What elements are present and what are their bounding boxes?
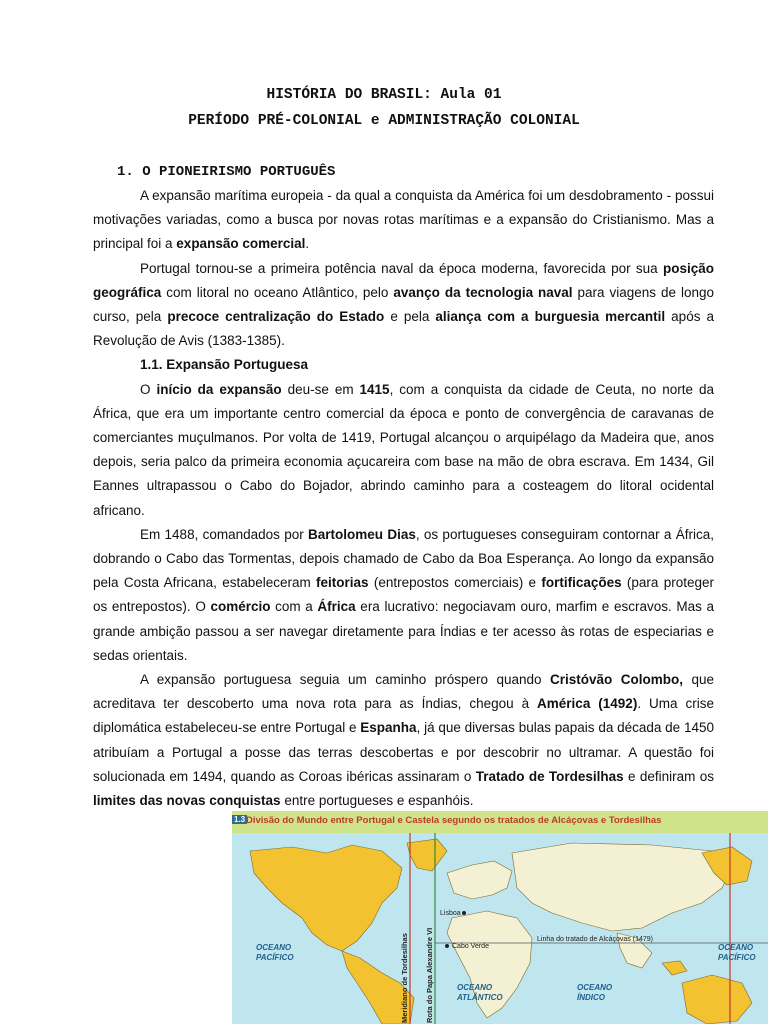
map-label-cabo-verde: Cabo Verde: [452, 943, 489, 950]
map-label-tordesilhas: Meridiano de Tordesilhas: [400, 933, 409, 1023]
paragraph: O início da expansão deu-se em 1415, com a conquista da cidade de Ceuta, no norte da África, que era um importante centro comercial da época e ponto de convergência de caravanas de comerciantes muçulmanos. Por volta de 1419, Portugal alcançou o arquipélago da Madeira que, anos depois, seria palco da primeira economia açucareira com base na mão de obra escrava. Em 1434, Gil Eannes ultrapassou o Cabo do Bojador, abrindo caminho para a costeagem do litoral ocidental africano.: [93, 381, 714, 518]
map-header: [232, 811, 768, 833]
paragraph: Portugal tornou-se a primeira potência naval da época moderna, favorecida por sua posição geográfica com litoral no oceano Atlântico, pelo avanço da tecnologia naval para viagens de longo curso, pela precoce centralização do Estado e pela aliança com a burguesia mercantil após a Revolução de Avis (1383-1385).: [93, 260, 714, 349]
world-division-map: [232, 811, 768, 1024]
map-label-bula: Rota do Papa Alexandre VI: [425, 927, 434, 1023]
paragraph: A expansão portuguesa seguia um caminho próspero quando Cristóvão Colombo, que acreditava ter descoberto uma nova rota para as Índias, chegou à América (1492). Uma crise diplomática estabeleceu-se entre Portugal e Espanha, já que diversas bulas papais da década de 1450 atribuíam a Portugal a posse das terras descobertas e por descobrir no ultramar. A questão foi solucionada em 1494, quando as Coroas ibéricas assinaram o Tratado de Tordesilhas e definiram os limites das novas conquistas entre portugueses e espanhóis.: [93, 672, 714, 809]
body-text: [93, 184, 714, 813]
document-title: HISTÓRIA DO BRASIL: Aula 01: [266, 87, 502, 103]
map-label-alcacovas: Linha do tratado de Alcáçovas (1479): [537, 936, 653, 943]
subsection-heading: 1.1. Expansão Portuguesa: [140, 357, 309, 373]
map-label-pacific-right: OCEANO PACÍFICO: [718, 943, 756, 962]
map-title: Divisão do Mundo entre Portugal e Castela segundo os tratados de Alcáçovas e Tordesilhas: [246, 815, 662, 826]
paragraph: A expansão marítima europeia - da qual a conquista da América foi um desdobramento - possui motivações variadas, como a busca por novas rotas marítimas e a expansão do Cristianismo. Mas a principal foi a expansão comercial.: [93, 188, 714, 252]
document-subtitle: PERÍODO PRÉ-COLONIAL e ADMINISTRAÇÃO COLONIAL: [188, 113, 580, 129]
map-label-pacific-left: OCEANO PACÍFICO: [256, 943, 294, 962]
map-label-lisboa: Lisboa: [440, 910, 461, 917]
map-label-indian: OCEANO ÍNDICO: [577, 983, 613, 1002]
paragraph: Em 1488, comandados por Bartolomeu Dias, os portugueses conseguiram contornar a África, dobrando o Cabo das Tormentas, depois chamado de Cabo da Boa Esperança. Ao longo da expansão pela Costa Africana, estabeleceram feitorias (entrepostos comerciais) e fortificações (para proteger os entrepostos). O comércio com a África era lucrativo: negociavam ouro, marfim e escravos. Mas a grande ambição passou a ser navegar diretamente para Índias e ter acesso às rotas de especiarias e sedas orientais.: [93, 526, 714, 663]
map-tag: 1.3: [234, 815, 246, 824]
section-heading: 1. O PIONEIRISMO PORTUGUÊS: [117, 164, 336, 180]
map-label-atlantic: OCEANO ATLÂNTICO: [457, 983, 503, 1002]
